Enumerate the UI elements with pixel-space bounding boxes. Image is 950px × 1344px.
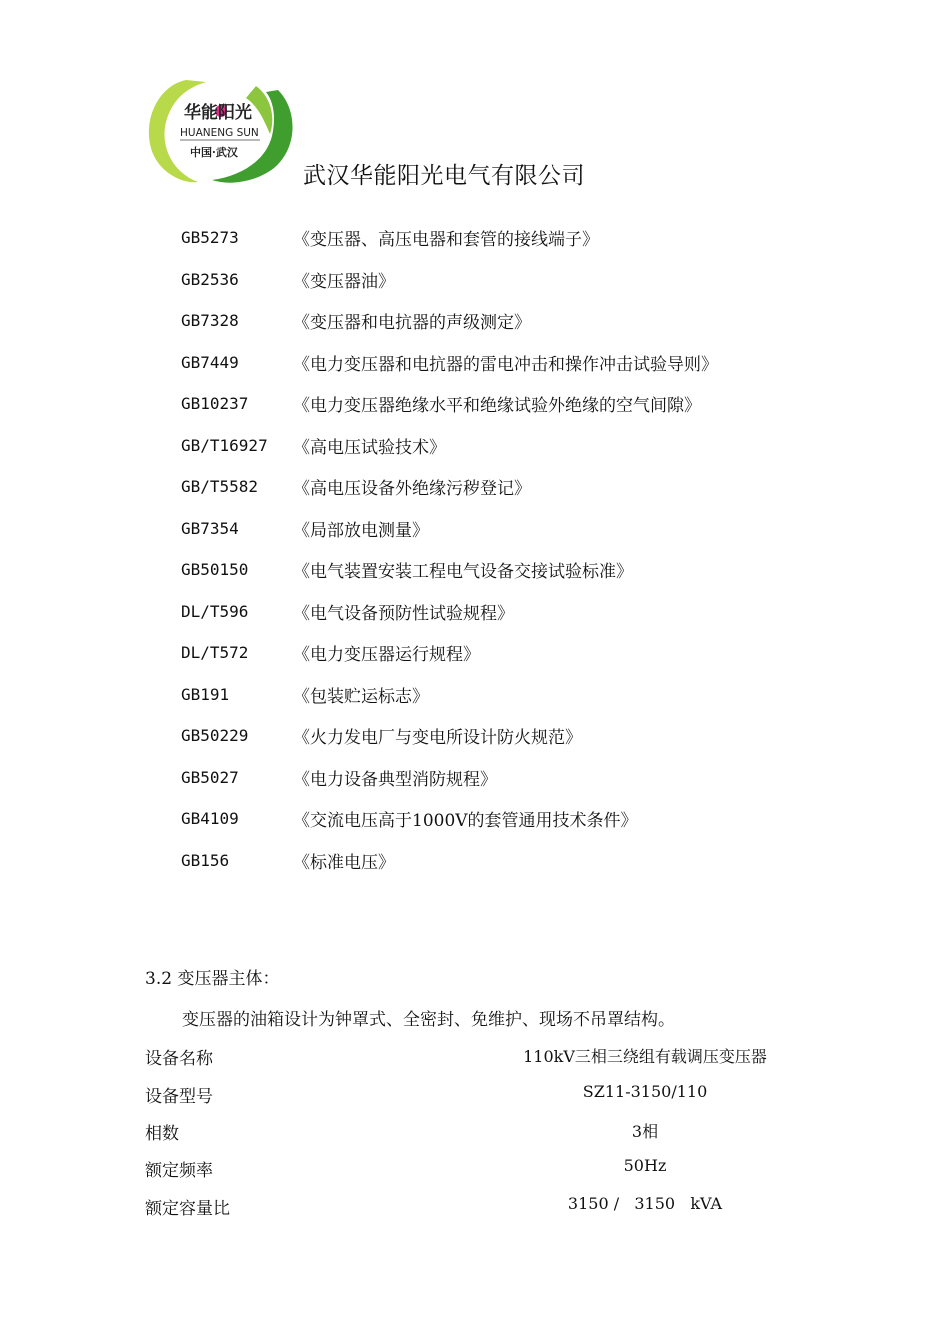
standard-row [181, 466, 821, 508]
standard-code: GB50150 [181, 560, 249, 580]
standard-title: 《标准电压》 [293, 852, 395, 873]
spec-value: 3150 / 3150 kVA [567, 1194, 723, 1213]
standard-code: GB50229 [181, 726, 249, 746]
standard-row [181, 549, 821, 591]
logo-location: 中国·武汉 [190, 146, 238, 159]
spec-label: 额定容量比 [145, 1199, 230, 1219]
standard-row [181, 715, 821, 757]
company-name: 武汉华能阳光电气有限公司 [303, 163, 585, 189]
spec-row [145, 1156, 785, 1182]
standard-code: GB4109 [181, 809, 239, 829]
spec-value: 50Hz [623, 1156, 667, 1175]
standard-title: 《电气装置安装工程电气设备交接试验标准》 [293, 562, 633, 583]
spec-value: 110kV三相三绕组有载调压变压器 [523, 1047, 767, 1066]
standard-row [181, 632, 821, 674]
spec-value: 3相 [631, 1122, 659, 1141]
standard-title: 《火力发电厂与变电所设计防火规范》 [293, 728, 582, 749]
standard-row [181, 508, 821, 550]
standard-row [181, 674, 821, 716]
standard-code: DL/T596 [181, 601, 249, 621]
standard-title: 《变压器、高压电器和套管的接线端子》 [293, 230, 599, 251]
standard-code: GB/T5582 [181, 477, 259, 497]
standard-code: GB7328 [181, 311, 239, 331]
spec-row [145, 1194, 785, 1220]
standard-code: GB/T16927 [181, 435, 268, 455]
standard-code: GB191 [181, 684, 230, 704]
standard-row [181, 591, 821, 633]
standard-title: 《高电压试验技术》 [293, 437, 446, 458]
section-paragraph: 变压器的油箱设计为钟罩式、全密封、免维护、现场不吊罩结构。 [182, 1010, 675, 1030]
spec-label: 设备名称 [145, 1049, 213, 1069]
standard-code: GB2536 [181, 269, 239, 289]
standard-title: 《电气设备预防性试验规程》 [293, 603, 514, 624]
spec-row [145, 1044, 785, 1070]
standard-row [181, 300, 821, 342]
spec-row [145, 1082, 785, 1108]
standard-row [181, 425, 821, 467]
standard-row [181, 798, 821, 840]
standard-title: 《包装贮运标志》 [293, 686, 429, 707]
standard-title: 《电力设备典型消防规程》 [293, 769, 497, 790]
standard-code: GB156 [181, 850, 230, 870]
company-logo [146, 76, 300, 186]
spec-row [145, 1119, 785, 1145]
standard-title: 《电力变压器和电抗器的雷电冲击和操作冲击试验导则》 [293, 354, 718, 375]
spec-label: 额定频率 [145, 1161, 213, 1181]
standard-title: 《局部放电测量》 [293, 520, 429, 541]
logo-graphic [146, 76, 300, 186]
spec-label: 设备型号 [145, 1087, 213, 1107]
standard-title: 《交流电压高于1000V的套管通用技术条件》 [293, 811, 638, 832]
logo-brand-cn: 华能阳光 [184, 103, 252, 123]
standard-code: GB7449 [181, 352, 239, 372]
logo-brand-en: HUANENG SUN [180, 127, 259, 139]
standard-code: GB7354 [181, 518, 239, 538]
standard-title: 《变压器油》 [293, 271, 395, 292]
standards-list [181, 217, 821, 881]
spec-value: SZ11-3150/110 [582, 1082, 708, 1101]
standard-code: DL/T572 [181, 643, 249, 663]
standard-row [181, 217, 821, 259]
standard-title: 《电力变压器运行规程》 [293, 645, 480, 666]
standard-row [181, 259, 821, 301]
standard-row [181, 342, 821, 384]
spec-label: 相数 [145, 1124, 179, 1144]
standard-row [181, 757, 821, 799]
section-heading: 3.2 变压器主体： [145, 969, 280, 989]
standard-title: 《变压器和电抗器的声级测定》 [293, 313, 531, 334]
standard-code: GB5273 [181, 228, 239, 248]
standard-code: GB10237 [181, 394, 249, 414]
standard-title: 《高电压设备外绝缘污秽登记》 [293, 479, 531, 500]
standard-title: 《电力变压器绝缘水平和绝缘试验外绝缘的空气间隙》 [293, 396, 701, 417]
standard-row [181, 383, 821, 425]
standard-row [181, 840, 821, 882]
standard-code: GB5027 [181, 767, 239, 787]
